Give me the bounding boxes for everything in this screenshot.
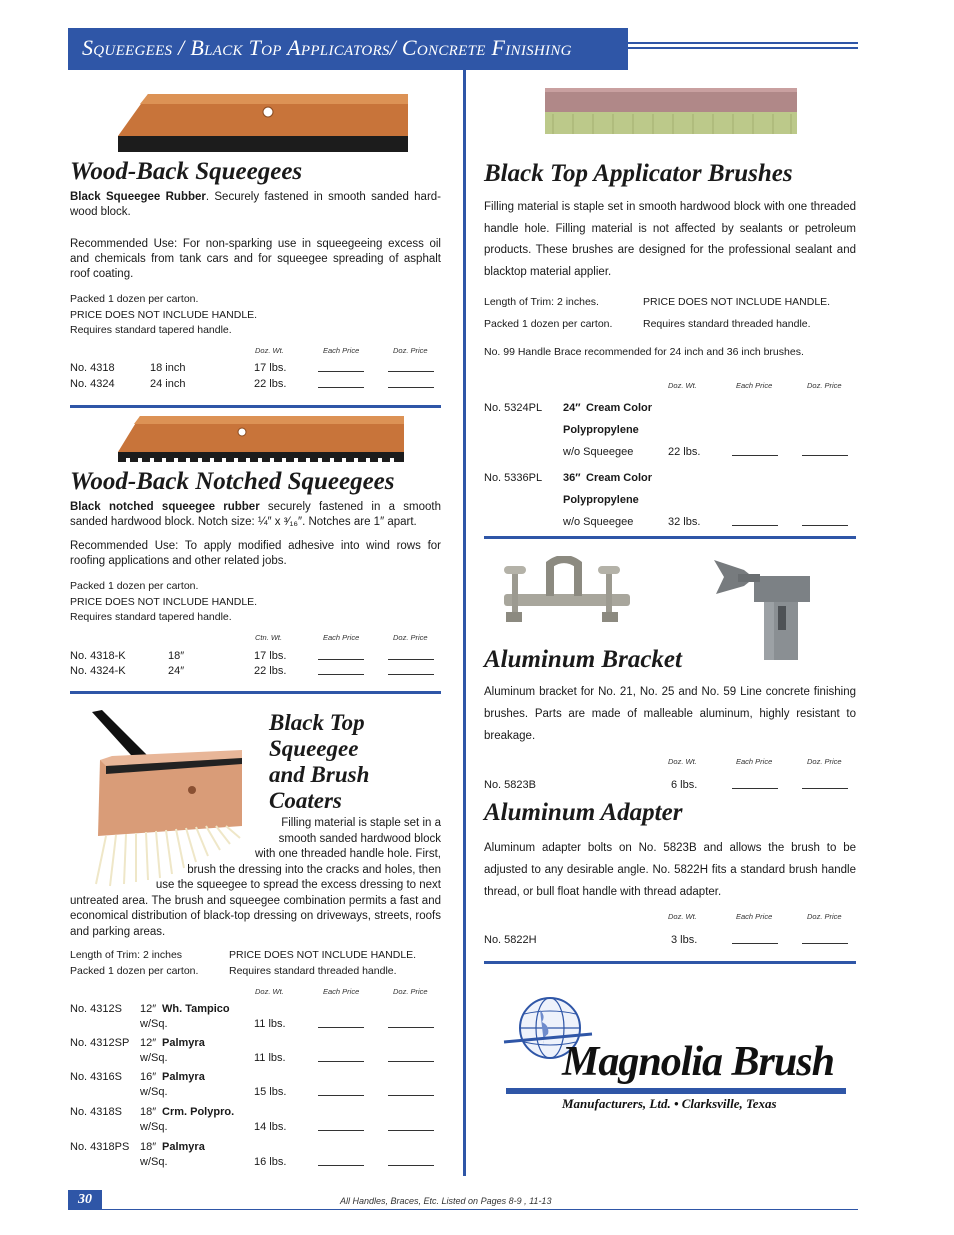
trim-line: Length of Trim: 2 inches.: [484, 296, 599, 308]
table-row: [484, 779, 856, 795]
product-sub: w/o Squeegee: [563, 516, 634, 528]
notched-desc-bold: Black notched squeegee rubber: [70, 501, 260, 513]
applicator-trim-left: [484, 291, 612, 335]
each-price-blank: [732, 516, 778, 526]
doz-price-blank: [388, 1052, 434, 1062]
product-weight: 11 lbs.: [254, 1052, 286, 1064]
col-header-wt: Doz. Wt.: [668, 381, 697, 390]
column-divider: [463, 66, 466, 1176]
product-size: 18 inch: [150, 362, 186, 374]
wood-back-heading: Wood-Back Squeegees: [70, 158, 303, 185]
product-weight: 22 lbs.: [254, 665, 287, 677]
product-no: No. 4312S: [70, 1003, 122, 1015]
col-header-wt: Doz. Wt.: [255, 987, 284, 996]
product-size: 12″: [140, 1037, 157, 1049]
product-no: No. 4318S: [70, 1106, 122, 1118]
col-header-each: Each Price: [323, 987, 360, 996]
col-header-wt: Doz. Wt.: [255, 346, 284, 355]
doz-price-blank: [388, 650, 434, 660]
table-row: [70, 1003, 441, 1033]
col-header-each: Each Price: [323, 633, 360, 642]
product-no: No. 4318: [70, 362, 115, 374]
product-material: Polypropylene: [563, 424, 639, 436]
product-size: 12″: [140, 1003, 157, 1015]
product-weight: 32 lbs.: [668, 516, 701, 528]
pack-line: PRICE DOES NOT INCLUDE HANDLE.: [70, 308, 258, 321]
each-price-blank: [318, 665, 364, 675]
trim-line: Packed 1 dozen per carton.: [70, 964, 199, 977]
applicator-trim-right: [643, 291, 830, 335]
coaters-trim-left: [70, 948, 198, 979]
product-material: Crm. Polypro.: [162, 1106, 235, 1118]
wood-back-description: [70, 190, 441, 220]
logo-name: Magnolia Brush: [562, 1039, 834, 1085]
product-no: No. 5324PL: [484, 402, 543, 414]
table-row: [70, 1071, 441, 1101]
doz-price-blank: [388, 665, 434, 675]
col-header-wt: Doz. Wt.: [668, 912, 697, 921]
product-material: Palmyra: [162, 1037, 205, 1049]
doz-price-blank: [388, 1086, 434, 1096]
product-sub: w/Sq.: [140, 1052, 168, 1064]
pack-line: PRICE DOES NOT INCLUDE HANDLE.: [70, 595, 258, 608]
wood-back-squeegee-image: [118, 90, 418, 156]
doz-price-blank: [388, 362, 434, 372]
table-row: [70, 1106, 441, 1136]
coaters-trim-right: [229, 948, 416, 979]
notched-use: Recommended Use: To apply modified adhesive into wind rows for roofing applications and other related jobs.: [70, 540, 441, 567]
brace-note: No. 99 Handle Brace recommended for 24 inch and 36 inch brushes.: [484, 346, 804, 358]
product-weight: 3 lbs.: [671, 934, 698, 946]
product-weight: 22 lbs.: [668, 446, 701, 458]
section-banner: [68, 28, 628, 70]
notched-desc-rest: securely fastened in a smooth sanded hardwood block. Notch size: ¼″ x ³⁄₁₆″. Notches are 1″ apart.: [70, 501, 441, 528]
each-price-blank: [732, 934, 778, 944]
product-no: No. 4318PS: [70, 1141, 130, 1153]
pack-line: Requires standard tapered handle.: [70, 611, 232, 623]
banner-rule-lines: [628, 42, 858, 54]
heading-line: and Brush: [269, 762, 370, 787]
each-price-blank: [318, 378, 364, 388]
each-price-blank: [318, 1121, 364, 1131]
pack-line: Packed 1 dozen per carton.: [70, 293, 199, 305]
heading-line: Black Top: [269, 710, 365, 735]
col-header-doz: Doz. Price: [393, 987, 428, 996]
col-header-each: Each Price: [736, 757, 773, 766]
product-material: Palmyra: [162, 1071, 205, 1083]
applicator-heading: Black Top Applicator Brushes: [484, 160, 793, 187]
each-price-blank: [318, 1018, 364, 1028]
adapter-heading: Aluminum Adapter: [484, 799, 683, 826]
desc-line: brush the dressing into the cracks and holes, then: [187, 863, 441, 876]
table-row: [70, 1037, 441, 1067]
desc-line: with one threaded handle hole. First,: [254, 848, 441, 860]
col-header-doz: Doz. Price: [807, 912, 842, 921]
product-material: Palmyra: [162, 1141, 205, 1153]
each-price-blank: [732, 446, 778, 456]
product-weight: 6 lbs.: [671, 779, 698, 791]
section-divider: [70, 691, 441, 694]
trim-line: Packed 1 dozen per carton.: [484, 318, 613, 330]
desc-rest: untreated area. The brush and squeegee combination permits a fast and economical distribution of black-top dressing on driveways, streets, roofs and parking areas.: [70, 894, 441, 938]
each-price-blank: [318, 1156, 364, 1166]
product-weight: 17 lbs.: [254, 650, 287, 662]
product-size: 24″: [563, 402, 581, 414]
doz-price-blank: [388, 1018, 434, 1028]
product-no: No. 5336PL: [484, 472, 543, 484]
wood-back-pack-info: [70, 292, 257, 339]
product-size: 36″: [563, 472, 581, 484]
bracket-heading: Aluminum Bracket: [484, 646, 682, 673]
doz-price-blank: [802, 516, 848, 526]
product-weight: 14 lbs.: [254, 1121, 287, 1133]
section-divider: [70, 405, 441, 408]
doz-price-blank: [802, 934, 848, 944]
wood-back-desc-rest: . Securely fastened in smooth sanded hard-wood block.: [70, 191, 441, 218]
footer-rule: [102, 1209, 858, 1210]
desc-line: Filling material is staple set in a: [281, 817, 441, 829]
heading-line: Coaters: [269, 788, 342, 813]
product-color: Cream Color: [586, 472, 653, 484]
col-header-doz: Doz. Price: [393, 346, 428, 355]
col-header-doz: Doz. Price: [807, 381, 842, 390]
table-row: [484, 402, 856, 468]
product-weight: 11 lbs.: [254, 1018, 286, 1030]
trim-line: Length of Trim: 2 inches: [70, 949, 183, 961]
coaters-heading: [269, 710, 369, 814]
col-header-wt: Ctn. Wt.: [255, 633, 283, 642]
product-no: No. 4312SP: [70, 1037, 130, 1049]
notched-heading: Wood-Back Notched Squeegees: [70, 468, 395, 495]
each-price-blank: [318, 650, 364, 660]
doz-price-blank: [802, 779, 848, 789]
product-no: No. 4316S: [70, 1071, 122, 1083]
col-header-doz: Doz. Price: [807, 757, 842, 766]
product-sub: w/Sq.: [140, 1156, 168, 1168]
product-size: 24″: [168, 665, 185, 677]
notched-description: [70, 500, 441, 530]
product-no: No. 4324: [70, 378, 115, 390]
product-sub: w/Sq.: [140, 1121, 168, 1133]
product-no: No. 5823B: [484, 779, 536, 791]
product-sub: w/Sq.: [140, 1086, 168, 1098]
col-header-wt: Doz. Wt.: [668, 757, 697, 766]
aluminum-adapter-image: [714, 556, 814, 662]
trim-line: Requires standard threaded handle.: [229, 964, 397, 977]
doz-price-blank: [388, 1121, 434, 1131]
product-weight: 22 lbs.: [254, 378, 287, 390]
pack-line: Packed 1 dozen per carton.: [70, 580, 199, 592]
aluminum-bracket-image: [494, 556, 638, 636]
product-size: 18″: [140, 1106, 157, 1118]
coaters-description: [70, 816, 441, 940]
product-material: Wh. Tampico: [162, 1003, 230, 1015]
product-no: No. 4318-K: [70, 650, 126, 662]
table-row: [70, 1141, 441, 1171]
doz-price-blank: [388, 1156, 434, 1166]
desc-line: use the squeegee to spread the excess dressing to next: [155, 879, 441, 891]
adapter-description: Aluminum adapter bolts on No. 5823B and allows the brush to be adjusted to any desirable angle. No. 5822H fits a standard brush handle thread, or bull float handle with thread adapter.: [484, 842, 856, 898]
product-no: No. 4324-K: [70, 665, 126, 677]
trim-line: PRICE DOES NOT INCLUDE HANDLE.: [643, 296, 831, 308]
logo-tagline: Manufacturers, Ltd. • Clarksville, Texas: [562, 1096, 777, 1111]
product-color: Cream Color: [586, 402, 653, 414]
product-no: No. 5822H: [484, 934, 537, 946]
table-row: [484, 472, 856, 538]
product-material: Polypropylene: [563, 494, 639, 506]
wood-back-desc-bold: Black Squeegee Rubber: [70, 191, 206, 203]
each-price-blank: [318, 362, 364, 372]
wood-back-use: Recommended Use: For non-sparking use in squeegeeing excess oil and chemicals from tank cars and for squeegee spreading of asphalt roof coating.: [70, 238, 441, 280]
product-weight: 16 lbs.: [254, 1156, 287, 1168]
section-divider: [484, 536, 856, 539]
heading-line: Squeegee: [269, 736, 359, 761]
logo-underline: [506, 1088, 846, 1094]
product-sub: w/Sq.: [140, 1018, 168, 1030]
page-number: 30: [68, 1190, 102, 1210]
notched-pack-info: [70, 579, 257, 626]
bracket-description: Aluminum bracket for No. 21, No. 25 and No. 59 Line concrete finishing brushes. Parts are made of malleable aluminum, highly resistant to breakage.: [484, 686, 856, 742]
product-sub: w/o Squeegee: [563, 446, 634, 458]
doz-price-blank: [802, 446, 848, 456]
footer-note: All Handles, Braces, Etc. Listed on Pages 8-9 , 11-13: [340, 1196, 552, 1206]
each-price-blank: [318, 1086, 364, 1096]
each-price-blank: [732, 779, 778, 789]
desc-line: smooth sanded hardwood block: [278, 832, 441, 845]
col-header-each: Each Price: [323, 346, 360, 355]
product-weight: 15 lbs.: [254, 1086, 287, 1098]
trim-line: Requires standard threaded handle.: [643, 318, 811, 330]
col-header-each: Each Price: [736, 912, 773, 921]
banner-title: Squeegees / Black Top Applicators/ Concrete Finishing: [82, 35, 572, 60]
col-header-doz: Doz. Price: [393, 633, 428, 642]
doz-price-blank: [388, 378, 434, 388]
applicator-description: Filling material is staple set in smooth hardwood block with one threaded handle hole. Filling material is not affected by sealants or petroleum products. These brushes are designed for the professional sealant and blacktop material applier.: [484, 201, 856, 278]
notched-squeegee-image: [118, 412, 418, 468]
each-price-blank: [318, 1052, 364, 1062]
trim-line: PRICE DOES NOT INCLUDE HANDLE.: [229, 949, 417, 961]
pack-line: Requires standard tapered handle.: [70, 324, 232, 336]
product-size: 18″: [140, 1141, 157, 1153]
table-row: [484, 934, 856, 950]
col-header-each: Each Price: [736, 381, 773, 390]
product-size: 18″: [168, 650, 185, 662]
section-divider: [484, 961, 856, 964]
applicator-brush-image: [543, 86, 801, 136]
product-size: 24 inch: [150, 378, 186, 390]
product-size: 16″: [140, 1071, 157, 1083]
product-weight: 17 lbs.: [254, 362, 287, 374]
